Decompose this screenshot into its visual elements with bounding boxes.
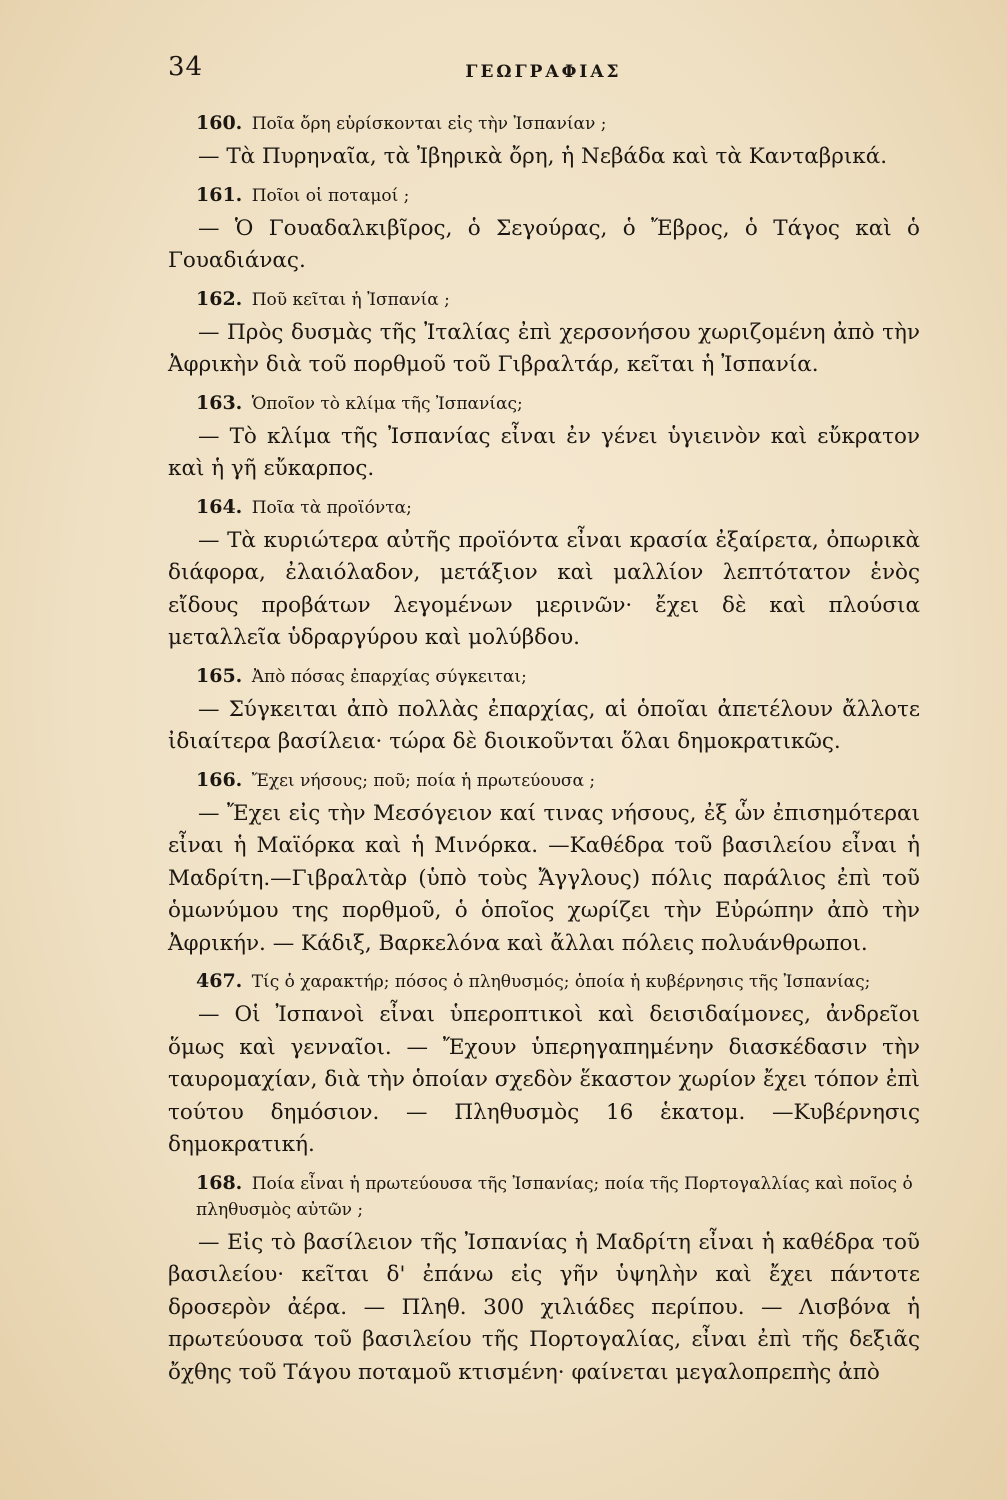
question-text: Ἔχει νήσους; ποῦ; ποία ἡ πρωτεύουσα ; <box>251 770 596 791</box>
answer: — Οἱ Ἰσπανοὶ εἶναι ὑπεροπτικοὶ καὶ δεισιδαίμονες, ἀνδρεῖοι ὅμως καὶ γενναῖοι. — Ἔχουν ὑπερηγαπημένην διασκέδασιν τὴν ταυρομαχίαν, διὰ τὴν ὁποίαν σχεδὸν ἕκαστον χωρίον ἔχει τόπον ἐπὶ τούτου δημόσιον. — Πληθυσμὸς 16 ἑκατομ. —Κυβέρνησις δημοκρατική. <box>168 1002 920 1157</box>
question <box>196 390 920 417</box>
entry-165 <box>168 663 920 759</box>
entry-160 <box>168 110 920 174</box>
question-number: 168. <box>196 1171 243 1194</box>
question <box>196 663 920 690</box>
answer: — Τὰ κυριώτερα αὐτῆς προϊόντα εἶναι κρασία ἐξαίρετα, ὀπωρικὰ διάφορα, ἐλαιόλαδον, μετάξιον καὶ μαλλίον λεπτότατον ἑνὸς εἴδους προβάτων λεγομένων μερινῶν· ἔχει δὲ καὶ πλούσια μεταλλεῖα ὑδραργύρου καὶ μολύβδου. <box>168 527 920 650</box>
qa-content <box>168 110 920 1397</box>
entry-162 <box>168 286 920 382</box>
question <box>196 1170 920 1223</box>
question-text: Ὁποῖον τὸ κλίμα τῆς Ἰσπανίας; <box>251 393 523 414</box>
answer: — Εἰς τὸ βασίλειον τῆς Ἰσπανίας ἡ Μαδρίτη εἶναι ἡ καθέδρα τοῦ βασιλείου· κεῖται δ' ἐπάνω εἰς γῆν ὑψηλὴν καὶ ἔχει πάντοτε δροσερὸν ἀέρα. — Πληθ. 300 χιλιάδες περίπου. — Λισβόνα ἡ πρωτεύουσα τοῦ βασιλείου τῆς Πορτογαλίας, εἶναι ἐπὶ τῆς δεξιᾶς ὄχθης τοῦ Τάγου ποταμοῦ κτισμένη· φαίνεται μεγαλοπρεπὴς ἀπὸ <box>168 1229 920 1385</box>
question-number: 165. <box>196 664 243 687</box>
question-number: 164. <box>196 495 243 518</box>
question-number: 160. <box>196 112 243 134</box>
question-text: Τίς ὁ χαρακτήρ; πόσος ὁ πληθυσμός; ὁποία ἡ κυβέρνησις τῆς Ἰσπανίας; <box>251 972 871 992</box>
answer: — Τὰ Πυρηναῖα, τὰ Ἰβηρικὰ ὄρη, ἡ Νεβάδα καὶ τὰ Κανταβρικά. <box>198 144 888 169</box>
question-text: Ποῦ κεῖται ἡ Ἰσπανία ; <box>251 289 450 310</box>
answer: — Σύγκειται ἀπὸ πολλὰς ἐπαρχίας, αἱ ὁποῖαι ἀπετέλουν ἄλλοτε ἰδιαίτερα βασίλεια· τώρα δὲ διοικοῦνται ὅλαι δημοκρατικῶς. <box>168 696 920 754</box>
question-text: Ποῖοι οἱ ποταμοί ; <box>251 185 410 206</box>
question-number: 161. <box>196 183 243 206</box>
question-number: 162. <box>196 287 243 310</box>
question-text: Ἀπὸ πόσας ἐπαρχίας σύγκειται; <box>251 666 527 687</box>
answer: — Τὸ κλίμα τῆς Ἰσπανίας εἶναι ἐν γένει ὑγιεινὸν καὶ εὔκρατον καὶ ἡ γῆ εὔκαρπος. <box>168 423 920 481</box>
entry-161 <box>168 182 920 278</box>
question-text: Ποῖα τὰ προϊόντα; <box>251 497 412 518</box>
question <box>196 286 920 313</box>
entry-166 <box>168 767 920 961</box>
question <box>196 110 920 137</box>
entry-168 <box>168 1170 920 1390</box>
entry-467 <box>168 968 920 1162</box>
question <box>196 968 920 995</box>
entry-164 <box>168 494 920 655</box>
question-number: 467. <box>196 970 243 992</box>
question-text: Ποῖα ὄρη εὑρίσκονται εἰς τὴν Ἰσπανίαν ; <box>251 114 607 134</box>
question <box>196 494 920 521</box>
answer: — Πρὸς δυσμὰς τῆς Ἰταλίας ἐπὶ χερσονήσου χωριζομένη ἀπὸ τὴν Ἀφρικὴν διὰ τοῦ πορθμοῦ τοῦ Γιβραλτάρ, κεῖται ἡ Ἰσπανία. <box>168 319 920 377</box>
page-header <box>168 52 919 92</box>
running-title: ΓΕΩΓΡΑΦΙΑΣ <box>465 62 622 82</box>
answer: — Ἔχει εἰς τὴν Μεσόγειον καί τινας νήσους, ἐξ ὧν ἐπισημότεραι εἶναι ἡ Μαϊόρκα καὶ ἡ Μινόρκα. —Καθέδρα τοῦ βασιλείου εἶναι ἡ Μαδρίτη.—Γιβραλτὰρ (ὑπὸ τοὺς Ἄγγλους) πόλις παράλιος ἐπὶ τοῦ ὁμωνύμου της πορθμοῦ, ὁ ὁποῖος χωρίζει τὴν Εὐρώπην ἀπὸ τὴν Ἀφρικήν. — Κάδιξ, Βαρκελόνα καὶ ἄλλαι πόλεις πολυάνθρωποι. <box>168 800 920 956</box>
question-number: 166. <box>196 768 243 791</box>
question-text: Ποία εἶναι ἡ πρωτεύουσα τῆς Ἰσπανίας; ποία τῆς Πορτογαλλίας καὶ ποῖος ὁ πληθυσμὸς αὐτῶν ; <box>196 1173 913 1220</box>
answer: — Ὁ Γουαδαλκιβῖρος, ὁ Σεγούρας, ὁ Ἔβρος, ὁ Τάγος καὶ ὁ Γουαδιάνας. <box>168 215 920 273</box>
question-number: 163. <box>196 391 243 414</box>
question <box>196 767 920 794</box>
entry-163 <box>168 390 920 486</box>
question <box>196 182 920 209</box>
page-number: 34 <box>168 52 204 82</box>
